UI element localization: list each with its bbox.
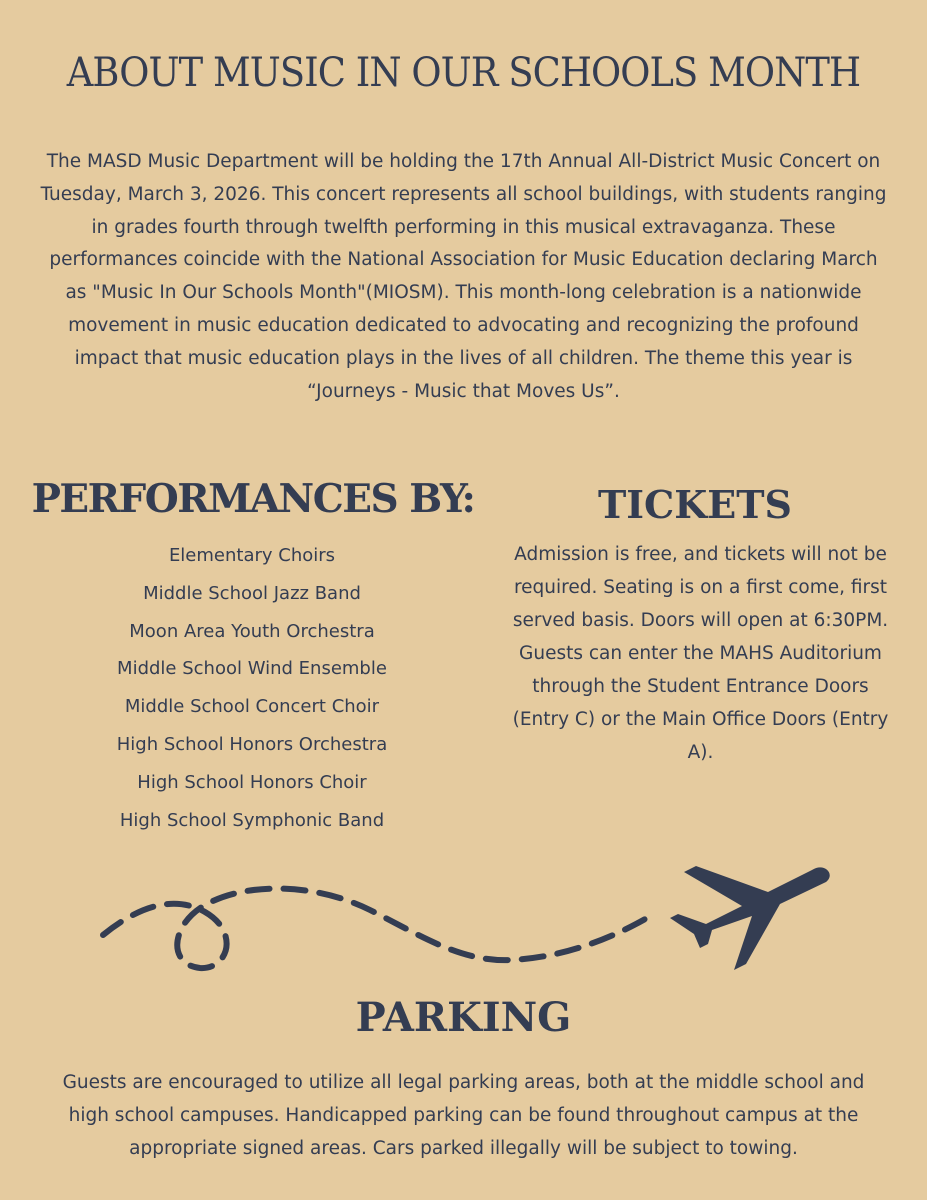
- list-item: Elementary Choirs: [168, 545, 336, 566]
- intro-paragraph: The MASD Music Department will be holding the 17th Annual All-District Music Concert on Tuesday, March 3, 2026. This concert represents all school buildings, with students ranging in grades fourth through twelfth performing in this musical extravaganza. These performances coincide with the National Association for Music Education declaring March as "Music In Our Schools Month"(MIOSM). This month-long celebration is a nationwide movement in music education dedicated to advocating and recognizing the profound impact that music education plays in the lives of all children. The theme this year is “Journeys - Music that Moves Us”.: [40, 151, 887, 402]
- list-item: Middle School Concert Choir: [124, 696, 380, 718]
- tickets-paragraph: Admission is free, and tickets will not be required. Seating is on a first come, first served basis. Doors will open at 6:30PM. Guests can enter the MAHS Auditorium through the Student Entrance Doors (Entry C) or the Main Office Doors (Entry A).: [512, 544, 889, 763]
- page-title: ABOUT MUSIC IN OUR SCHOOLS MONTH: [66, 50, 861, 96]
- flight-path-graphic: [0, 840, 927, 990]
- performances-heading: PERFORMANCES BY:: [31, 476, 475, 522]
- list-item: Middle School Wind Ensemble: [117, 658, 387, 680]
- parking-heading: PARKING: [355, 994, 572, 1041]
- parking-paragraph: Guests are encouraged to utilize all legal parking areas, both at the middle school and high school campuses. Handicapped parking can be found throughout campus at the appropriate signed areas. Cars parked illegally will be subject to towing.: [62, 1072, 865, 1159]
- list-item: High School Symphonic Band: [119, 809, 385, 831]
- performances-list: [52, 537, 452, 839]
- list-item: High School Honors Orchestra: [116, 733, 388, 755]
- dashed-flight-path: [103, 889, 652, 969]
- list-item: High School Honors Choir: [137, 771, 367, 793]
- list-item: Moon Area Youth Orchestra: [129, 620, 375, 642]
- tickets-heading: TICKETS: [597, 482, 792, 527]
- list-item: Middle School Jazz Band: [143, 582, 361, 604]
- airplane-icon: [670, 866, 830, 970]
